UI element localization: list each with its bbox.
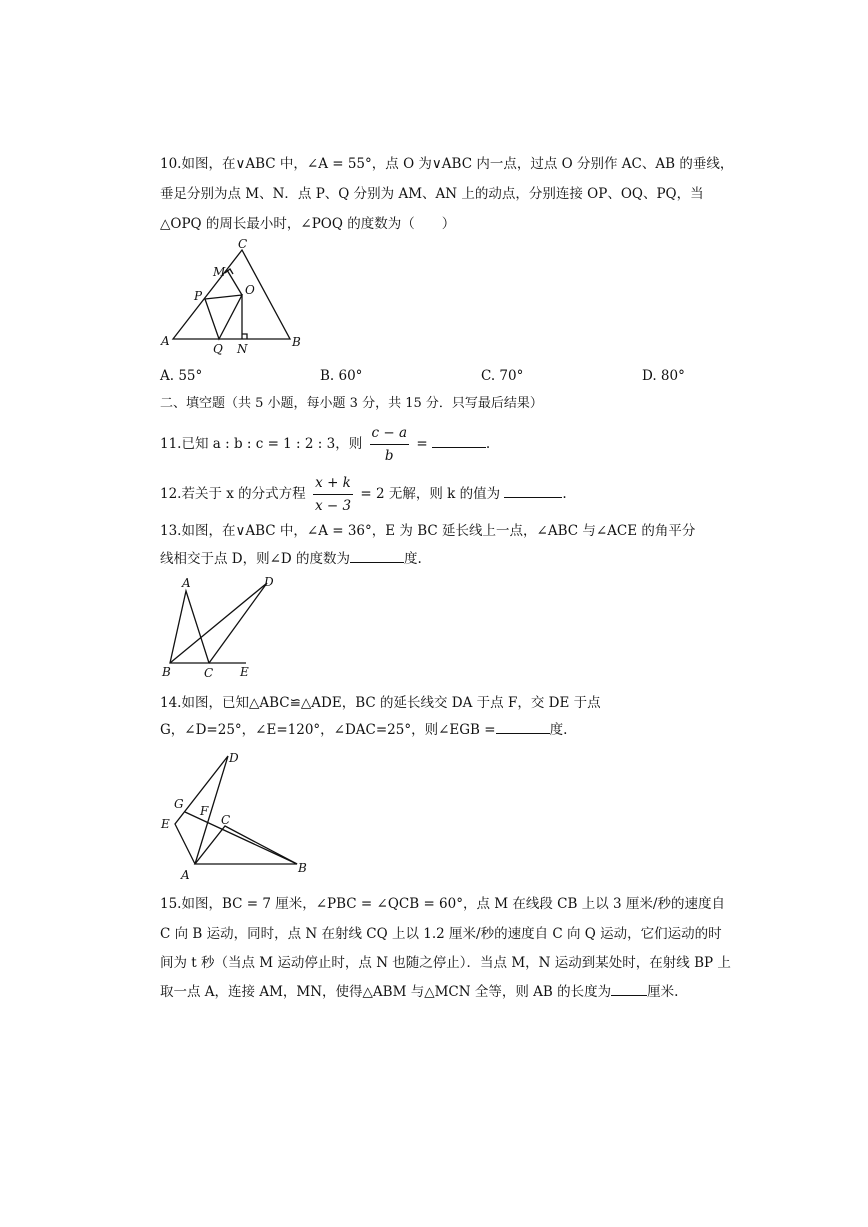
q10-figure [155,238,315,360]
q14-line2-text: G，∠D=25°，∠E=120°，∠DAC=25°，则∠EGB = [160,722,496,738]
q15-line4-text: 取一点 A，连接 AM，MN，使得△ABM 与△MCN 全等，则 AB 的长度为 [160,984,612,1000]
q13-unit: 度. [404,551,422,567]
q10-label-m: M [213,265,226,279]
q10-label-c: C [238,238,248,251]
q12-numerator: x + k [313,472,353,495]
q13-line1: 13.如图，在∨ABC 中，∠A = 36°，E 为 BC 延长线上一点，∠ABC 与∠ACE 的角平分 [160,523,696,539]
q10-triangle-abc [173,250,290,339]
q10-label-q: Q [213,342,223,356]
q15-unit: 厘米. [647,984,679,1000]
q11-denominator: b [384,448,394,464]
q10-label-p: P [194,289,203,303]
q12-suffix: = 2 无解，则 k 的值为 [360,486,501,502]
q15-line2: C 向 B 运动，同时，点 N 在射线 CQ 上以 1.2 厘米/秒的速度自 C 向 Q 运动，它们运动的时 [160,926,722,942]
q14-label-d: D [229,751,239,765]
section-2-heading: 二、填空题（共 5 小题，每小题 3 分，共 15 分．只写最后结果） [160,396,543,411]
q14-label-f: F [200,804,209,818]
q10-triangle-opq [205,295,242,339]
q11-equals: = [416,436,428,452]
q13-label-a: A [182,576,191,590]
q12-fraction [313,472,353,517]
q14-unit: 度. [549,722,568,738]
q14-label-c: C [221,813,231,827]
q14-line1: 14.如图，已知△ABC≌△ADE，BC 的延长线交 DA 于点 F，交 DE 于点 [160,695,601,711]
q14-label-b: B [298,861,307,875]
q15-answer-blank[interactable] [611,995,647,996]
q15-line4 [160,983,678,1001]
q13-label-b: B [162,665,171,679]
q12-denominator: x − 3 [314,498,352,514]
q10-line1: 10.如图，在∨ABC 中，∠A = 55°，点 O 为∨ABC 内一点，过点 O 分别作 AC、AB 的垂线， [160,156,734,172]
q10-line3: △OPQ 的周长最小时，∠POQ 的度数为（ ） [160,216,456,232]
q11-numerator: c − a [370,422,410,445]
q10-line2: 垂足分别为点 M、N．点 P、Q 分别为 AM、AN 上的动点，分别连接 OP、OQ、PQ，当 [160,186,704,202]
q14-label-e: E [161,817,170,831]
q15-line3: 间为 t 秒（当点 M 运动停止时，点 N 也随之停止）．当点 M，N 运动到某处时，在射线 BP 上 [160,955,731,971]
q13-answer-blank[interactable] [350,562,404,563]
q14-figure [155,744,325,884]
q10-label-b: B [292,335,301,349]
q11-answer-blank[interactable] [432,447,486,448]
q12-answer-blank[interactable] [504,497,562,498]
q15-line1: 15.如图，BC = 7 厘米，∠PBC = ∠QCB = 60°，点 M 在线段 CB 上以 3 厘米/秒的速度自 [160,896,725,912]
q10-choice-d: D. 80° [642,368,685,384]
q12-line [160,472,567,517]
q14-triangle-abc [195,826,297,864]
q13-label-e: E [240,665,249,679]
q10-choice-b: B. 60° [320,368,363,384]
q11-prefix: 11.已知 a : b : c = 1 : 2 : 3，则 [160,436,363,452]
q13-figure [158,574,278,680]
q10-label-n: N [237,342,248,356]
q12-end: . [562,486,567,502]
q11-fraction [370,422,410,467]
q10-label-a: A [161,334,170,348]
q14-label-g: G [174,797,184,811]
q13-label-d: D [264,575,274,589]
q11-end: . [485,436,491,452]
q13-triangle-abc [170,591,209,663]
q10-choice-a: A. 55° [160,368,203,384]
q13-line2-text: 线相交于点 D，则∠D 的度数为 [160,551,351,567]
q10-label-o: O [245,283,255,297]
q14-line2 [160,721,567,739]
q10-choice-c: C. 70° [481,368,524,384]
q12-prefix: 12.若关于 x 的分式方程 [160,486,306,502]
q14-answer-blank[interactable] [496,733,550,734]
q14-label-a: A [181,868,190,882]
q11-line [160,422,490,467]
q10-segment-mo [227,270,242,295]
q10-right-angle-n [242,334,247,339]
q13-line2 [160,550,422,568]
q13-label-c: C [204,666,214,680]
